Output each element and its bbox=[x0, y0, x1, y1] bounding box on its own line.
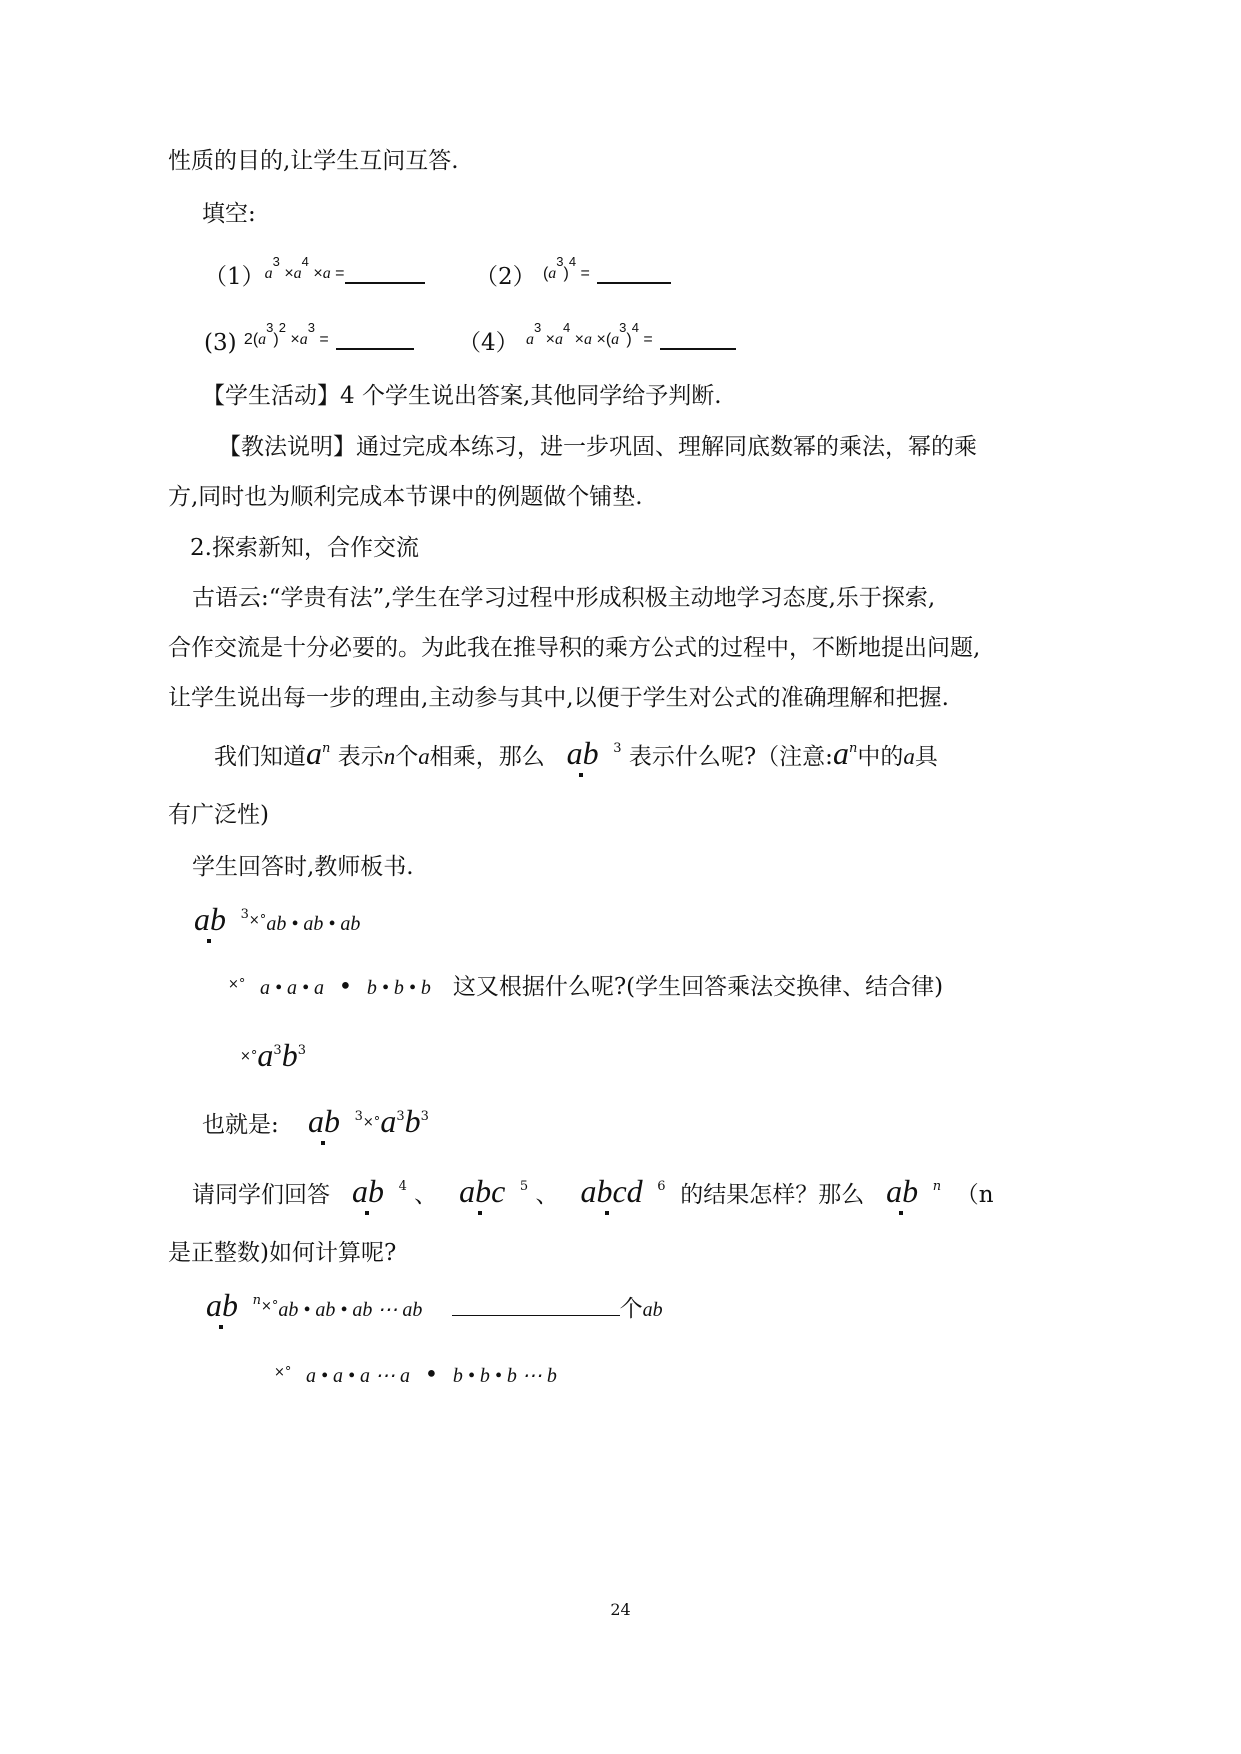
derivation-n-step-2: ×° a • a • a ⋯ a • b • b • b ⋯ b bbox=[274, 1362, 557, 1388]
paragraph-line: 合作交流是十分必要的。为此我在推导积的乘方公式的过程中，不断地提出问题, bbox=[168, 635, 981, 661]
paragraph-line: 古语云:“学贵有法”,学生在学习过程中形成积极主动地学习态度,乐于探索, bbox=[192, 585, 936, 611]
page-number: 24 bbox=[610, 1600, 631, 1619]
derivation-conclusion: 也就是: ab $^{3\times^\circ}a^3b^3$ bbox=[202, 1103, 429, 1139]
derivation-step-3: $^{\times^\circ}a^3b^3$ bbox=[240, 1037, 306, 1073]
teaching-note-line: 【教法说明】通过完成本练习，进一步巩固、理解同底数幂的乘法，幂的乘 bbox=[218, 434, 977, 460]
answer-blank-4 bbox=[660, 348, 736, 350]
paragraph-line: 让学生说出每一步的理由,主动参与其中,以便于学生对公式的准确理解和把握. bbox=[168, 685, 949, 711]
derivation-step-2: ×° a • a • a • b • b • b 这又根据什么呢?(学生回答乘法交换律、结合律) bbox=[228, 974, 944, 1000]
power-ab-3: ab bbox=[566, 735, 599, 771]
paragraph-line: 学生回答时,教师板书. bbox=[192, 854, 414, 880]
exercise-4 bbox=[458, 320, 736, 361]
exercise-3 bbox=[204, 320, 414, 361]
exercise-1-number: （1） bbox=[204, 264, 265, 290]
section-heading: 2.探索新知，合作交流 bbox=[190, 535, 419, 561]
exercise-2-number: （2） bbox=[475, 264, 536, 290]
derivation-step-1: ab $^{3\times^\circ}$ab • ab • ab bbox=[194, 901, 361, 937]
answer-blank-1 bbox=[345, 282, 425, 284]
brace-line bbox=[452, 1315, 620, 1316]
derivation-n-step-1: ab $^{n\times^\circ}$ab • ab • ab ⋯ ab 个ab bbox=[206, 1287, 663, 1323]
exercise-1 bbox=[204, 254, 425, 295]
exercise-4-formula: a3 ×a4 ×a ×(a3)4 = bbox=[525, 320, 653, 348]
question-line: 请同学们回答 ab $^4$ 、 abc $^5$ 、 abcd $^6$ 的结果怎样？那么 ab $^n$ （n bbox=[192, 1173, 994, 1209]
answer-blank-3 bbox=[336, 348, 414, 350]
paragraph-line: 性质的目的,让学生互问互答. bbox=[168, 148, 459, 174]
exercise-1-formula: a3 ×a4 ×a = bbox=[264, 254, 345, 282]
student-activity-line: 【学生活动】4 个学生说出答案,其他同学给予判断. bbox=[202, 383, 722, 409]
question-line: 我们知道$a^n$ 表示n个a相乘，那么 ab $^3$ 表示什么呢?（注意$:a^n$中的a具 bbox=[214, 735, 938, 771]
exercise-3-number: (3) bbox=[204, 330, 237, 356]
paragraph-line: 是正整数)如何计算呢? bbox=[168, 1240, 397, 1266]
exercise-2 bbox=[475, 254, 671, 295]
paragraph-line: 有广泛性) bbox=[168, 802, 269, 828]
exercise-4-number: （4） bbox=[458, 330, 519, 356]
answer-blank-2 bbox=[597, 282, 671, 284]
teaching-note-line-2: 方,同时也为顺利完成本节课中的例题做个铺垫. bbox=[168, 484, 643, 510]
fill-blank-heading: 填空: bbox=[202, 201, 256, 227]
exercise-2-formula: (a3)4 = bbox=[542, 254, 590, 282]
power-a-n: a bbox=[306, 735, 322, 771]
exercise-3-formula: 2(a3)2 ×a3 = bbox=[243, 320, 329, 348]
